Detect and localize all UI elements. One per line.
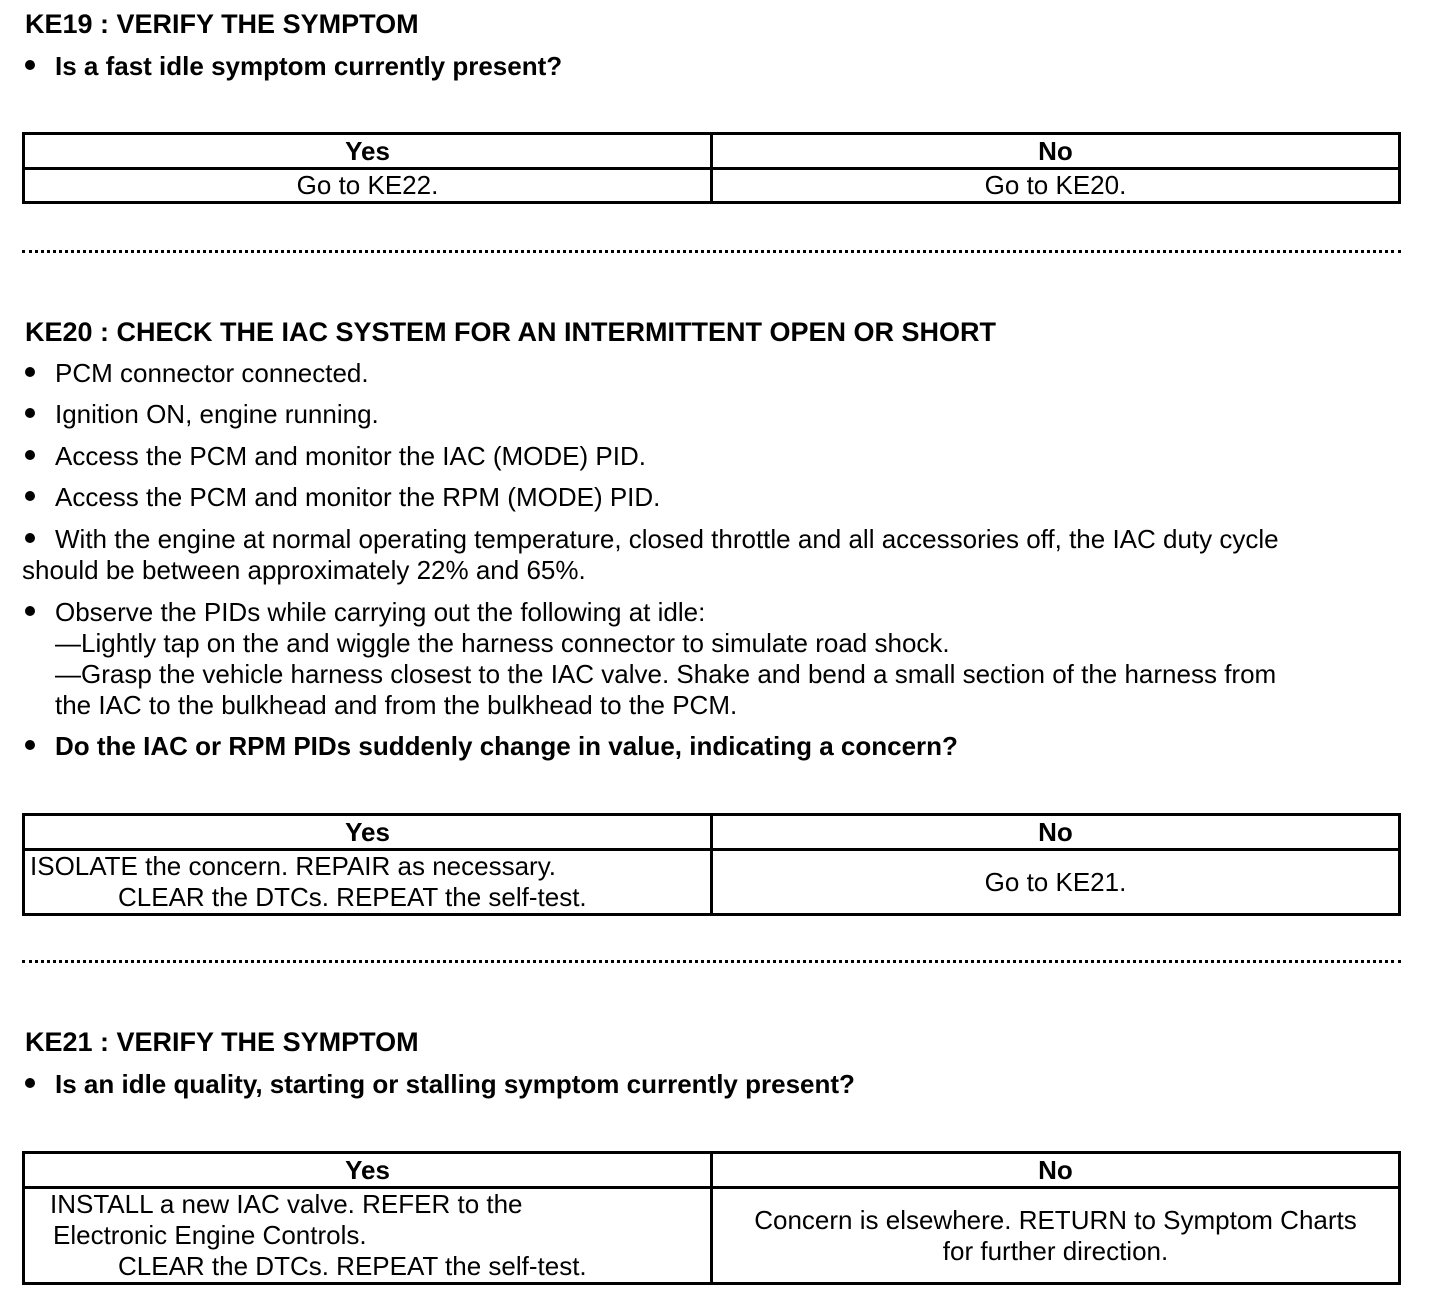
no-header: No — [712, 815, 1400, 850]
bullet-icon — [25, 740, 35, 750]
no-header: No — [712, 134, 1400, 169]
ke20-heading: KE20 : CHECK THE IAC SYSTEM FOR AN INTERMITTENT OPEN OR SHORT — [25, 317, 997, 347]
ke20-observe-substep: —Grasp the vehicle harness closest to the IAC valve. Shake and bend a small section of the harness from — [55, 659, 1277, 689]
no-action: Go to KE20. — [712, 169, 1400, 203]
bullet-icon — [25, 450, 35, 460]
ke20-step: Access the PCM and monitor the RPM (MODE) PID. — [25, 482, 660, 513]
ke20-observe-substep: —Lightly tap on the and wiggle the harness connector to simulate road shock. — [55, 628, 950, 658]
bullet-icon — [25, 60, 35, 70]
ke20-question: Do the IAC or RPM PIDs suddenly change in value, indicating a concern? — [25, 731, 958, 762]
yes-action: Go to KE22. — [24, 169, 712, 203]
ke20-result-table — [22, 813, 1401, 916]
ke19-result-table — [22, 132, 1401, 204]
yes-header: Yes — [24, 815, 712, 850]
ke20-step: Ignition ON, engine running. — [25, 399, 379, 430]
ke20-duty-cycle-note: With the engine at normal operating temperature, closed throttle and all accessories off, the IAC duty cycle — [25, 524, 1279, 555]
ke20-step: Access the PCM and monitor the IAC (MODE) PID. — [25, 441, 646, 472]
bullet-icon — [25, 606, 35, 616]
ke19-question: Is a fast idle symptom currently present? — [25, 51, 562, 82]
ke21-heading: KE21 : VERIFY THE SYMPTOM — [25, 1027, 419, 1057]
bullet-icon — [25, 533, 35, 543]
yes-header: Yes — [24, 134, 712, 169]
bullet-icon — [25, 491, 35, 501]
bullet-icon — [25, 408, 35, 418]
section-separator — [22, 250, 1401, 253]
yes-action: INSTALL a new IAC valve. REFER to the Electronic Engine Controls. CLEAR the DTCs. REPEAT the self-test. — [24, 1188, 712, 1284]
ke21-question: Is an idle quality, starting or stalling symptom currently present? — [25, 1069, 855, 1100]
ke20-duty-cycle-note-cont: should be between approximately 22% and 65%. — [22, 555, 586, 585]
ke20-observe-step: Observe the PIDs while carrying out the following at idle: — [25, 597, 705, 628]
no-action: Concern is elsewhere. RETURN to Symptom Charts for further direction. — [712, 1188, 1400, 1284]
ke21-result-table — [22, 1151, 1401, 1285]
bullet-icon — [25, 1078, 35, 1088]
yes-header: Yes — [24, 1153, 712, 1188]
ke19-heading: KE19 : VERIFY THE SYMPTOM — [25, 9, 419, 39]
ke20-step: PCM connector connected. — [25, 358, 369, 389]
yes-action: ISOLATE the concern. REPAIR as necessary. CLEAR the DTCs. REPEAT the self-test. — [24, 850, 712, 915]
no-header: No — [712, 1153, 1400, 1188]
no-action: Go to KE21. — [712, 850, 1400, 915]
ke20-observe-substep-cont: the IAC to the bulkhead and from the bulkhead to the PCM. — [55, 690, 738, 720]
section-separator — [22, 960, 1401, 963]
bullet-icon — [25, 367, 35, 377]
